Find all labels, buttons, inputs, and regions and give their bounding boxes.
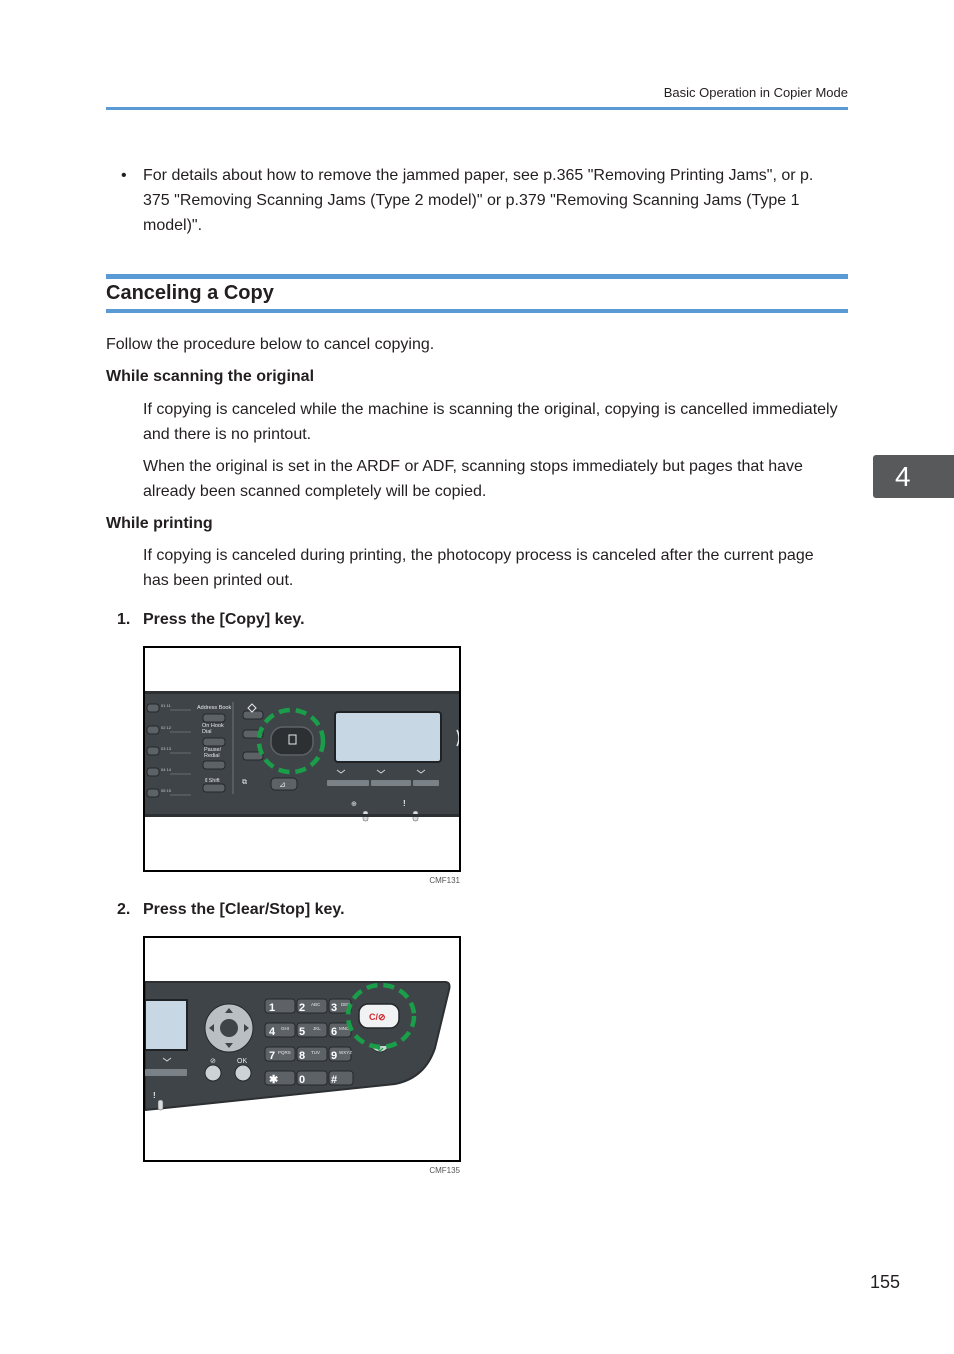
address-book-label: Address Book <box>197 705 232 711</box>
header-rule <box>106 107 848 110</box>
page-number: 155 <box>869 1272 900 1292</box>
bullet-line: 375 "Removing Scanning Jams (Type 2 model)" or p.379 "Removing Scanning Jams (Type 1 <box>143 192 800 209</box>
figure-code-2: CMF135 <box>429 1166 460 1175</box>
key-letters: ABC <box>311 1002 321 1007</box>
control-panel-right-illustration <box>145 938 459 1160</box>
back-key <box>205 1065 221 1081</box>
bullet-line: model)". <box>143 217 203 234</box>
key-digit: 7 <box>269 1050 276 1062</box>
back-icon: ⊘ <box>210 1058 216 1065</box>
key-letters: PQRS <box>278 1050 291 1055</box>
key-letters: DEF <box>341 1002 350 1007</box>
key-digit: 6 <box>331 1026 338 1038</box>
text-line: If copying is canceled while the machine is scanning the original, copying is cancelled immediately <box>143 401 838 418</box>
bullet-line: For details about how to remove the jammed paper, see p.365 "Removing Printing Jams", or p. <box>143 167 814 184</box>
alert-indicator: ! <box>403 799 406 808</box>
text-line: already been scanned completely will be copied. <box>143 483 487 500</box>
key-digit: 1 <box>269 1002 276 1014</box>
step-1-number: 1. <box>117 611 131 628</box>
dial-label: Dial <box>202 729 212 735</box>
key-digit: 5 <box>299 1026 306 1038</box>
ok-key <box>235 1065 251 1081</box>
text-line: and there is no printout. <box>143 426 312 443</box>
on-hook-label: On Hook <box>202 723 224 729</box>
bullet-note <box>143 163 843 238</box>
redial-label: Redial <box>204 753 220 759</box>
text-line: When the original is set in the ARDF or ADF, scanning stops immediately but pages that have <box>143 458 803 475</box>
speed-dial-label: 01 11 <box>161 703 171 708</box>
key-digit: ✱ <box>269 1074 279 1086</box>
key-letters: GHI <box>281 1026 290 1031</box>
intro-text: Follow the procedure below to cancel copying. <box>106 336 435 353</box>
shift-label: ⇕Shift <box>204 778 220 784</box>
section-rule-top <box>106 274 848 279</box>
speed-dial-label: 03 13 <box>161 746 172 751</box>
control-panel-left-illustration <box>145 648 459 870</box>
bullet-symbol: • <box>121 167 127 184</box>
step-2-text: Press the [Clear/Stop] key. <box>143 901 345 918</box>
step-1-text: Press the [Copy] key. <box>143 611 305 628</box>
alert-indicator: ! <box>153 1091 156 1100</box>
key-letters: WXYZ <box>339 1050 352 1055</box>
key-letters: MNO <box>339 1026 350 1031</box>
key-digit: 8 <box>299 1050 306 1062</box>
key-digit: 3 <box>331 1002 338 1014</box>
clear-stop-key-figure <box>143 936 461 1162</box>
clear-stop-label: C/⊘ <box>369 1012 386 1022</box>
key-letters: JKL <box>313 1026 321 1031</box>
section-title: Canceling a Copy <box>106 282 274 304</box>
text-line: has been printed out. <box>143 572 294 589</box>
chapter-tab: 4 <box>873 455 954 498</box>
printing-heading: While printing <box>106 515 213 532</box>
text-line: If copying is canceled during printing, the photocopy process is canceled after the current page <box>143 547 814 564</box>
pause-label: Pause/ <box>204 747 222 753</box>
ok-label: OK <box>237 1058 248 1065</box>
energy-saver-indicator: ⊕ <box>351 801 357 808</box>
running-header: Basic Operation in Copier Mode <box>663 85 848 100</box>
speed-dial-label: 05 15 <box>161 788 172 793</box>
speed-dial-label: 02 12 <box>161 725 172 730</box>
start-icon: ⊿ <box>279 780 286 789</box>
key-digit: 2 <box>299 1002 306 1014</box>
speed-dial-label: 04 14 <box>161 767 172 772</box>
key-digit: 4 <box>269 1026 276 1038</box>
fax-copy-icon: ⧉ <box>242 779 247 786</box>
scanning-heading: While scanning the original <box>106 368 315 385</box>
key-digit: 9 <box>331 1050 338 1062</box>
section-rule-bottom <box>106 309 848 313</box>
figure-code-1: CMF131 <box>429 876 460 885</box>
lcd-screen <box>145 1000 187 1050</box>
lcd-screen <box>335 712 441 762</box>
copy-key <box>271 727 313 755</box>
scanning-paragraph-1 <box>143 397 853 447</box>
navigation-pad <box>205 1004 253 1052</box>
key-digit: # <box>331 1074 338 1086</box>
step-2-number: 2. <box>117 901 131 918</box>
key-letters: TUV <box>311 1050 320 1055</box>
key-digit: 0 <box>299 1074 306 1086</box>
copy-key-figure <box>143 646 461 872</box>
scanning-paragraph-2 <box>143 454 853 504</box>
printing-paragraph <box>143 543 853 593</box>
